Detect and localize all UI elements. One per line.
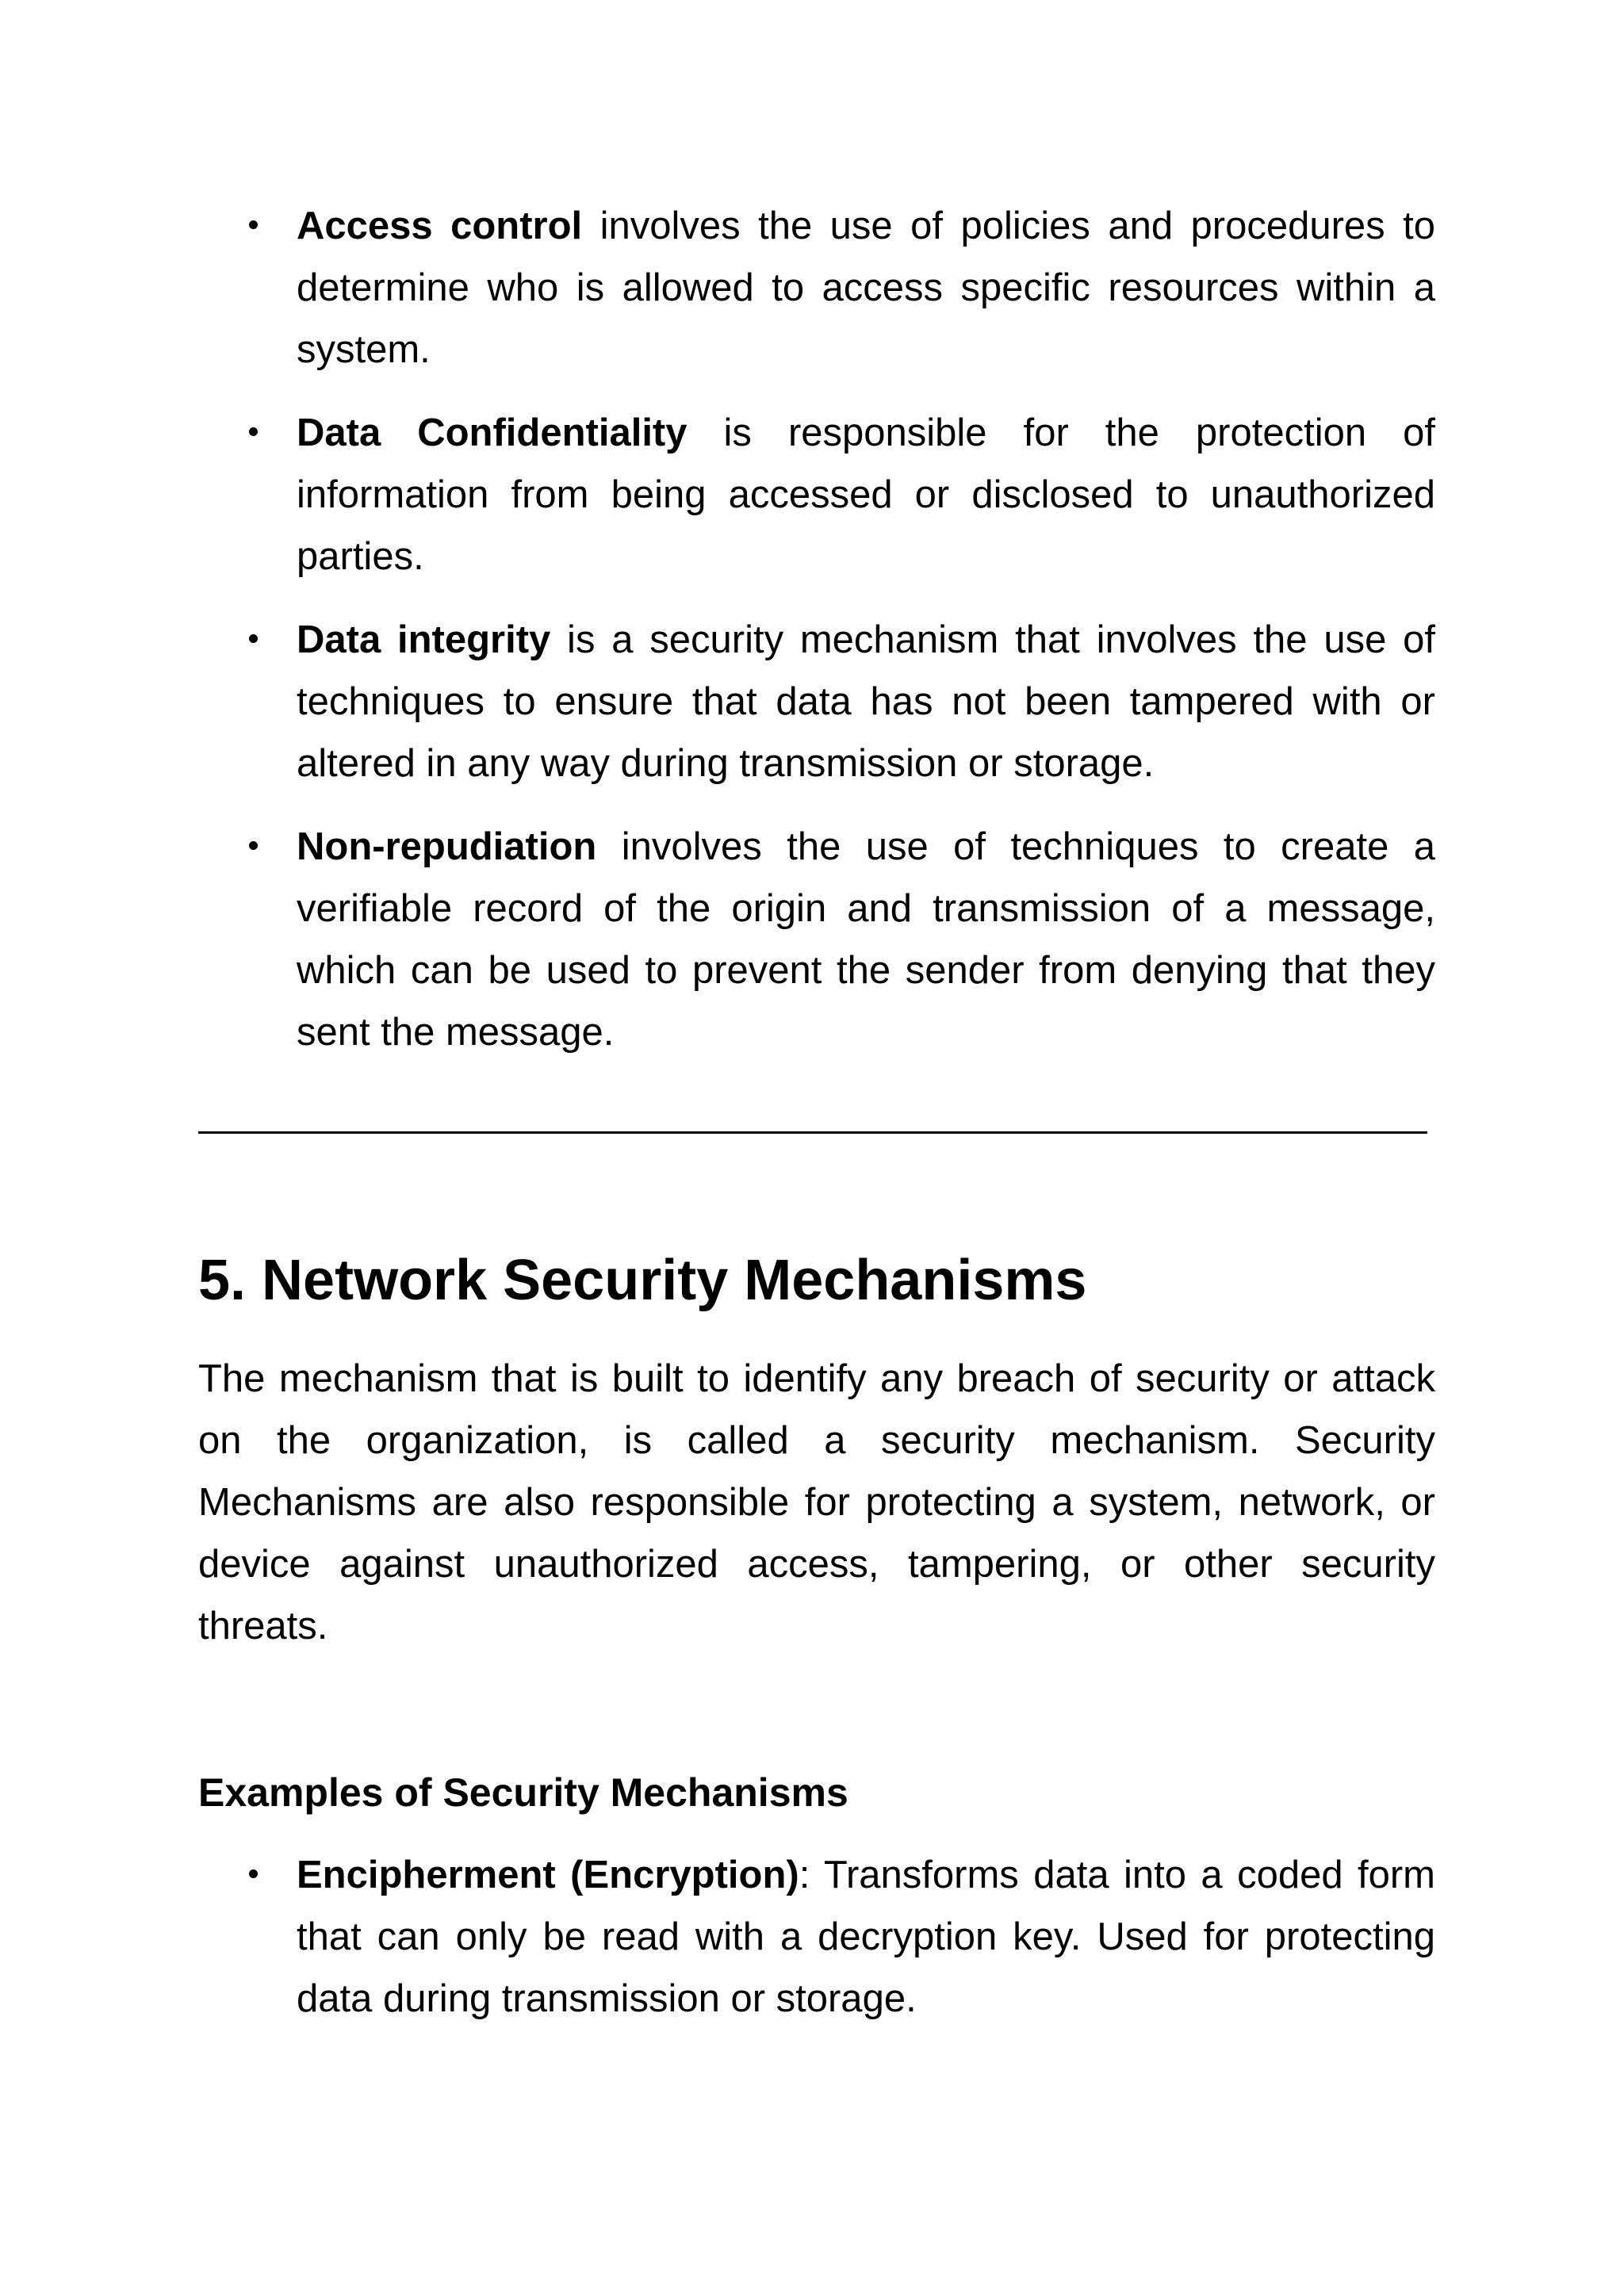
section-heading: 5. Network Security Mechanisms <box>198 1249 1087 1312</box>
bullet-icon <box>249 634 258 643</box>
examples-list <box>198 1844 1435 2030</box>
item-term: Access control <box>297 205 583 247</box>
section-paragraph: The mechanism that is built to identify any breach of security or attack on the organization, is called a security mechanism. Security Mechanisms are also responsible for protecting a system, network, or device against unauthorized access, tampering, or other security threats. <box>198 1357 1435 1647</box>
examples-subheading: Examples of Security Mechanisms <box>198 1770 848 1815</box>
item-text: is a security mechanism that involves the use of techniques to ensure that data has not been tampered with or altered in any way during transmission or storage. <box>297 618 1435 785</box>
list-item <box>198 195 1435 381</box>
list-item <box>198 609 1435 794</box>
item-term: Non-repudiation <box>297 825 597 868</box>
bullet-icon <box>249 220 258 229</box>
item-text: : Transforms data into a coded form that can only be read with a decryption key. Used for protecting data during transmission or storage. <box>297 1854 1435 2020</box>
bullet-icon <box>249 841 258 850</box>
list-item <box>198 816 1435 1063</box>
item-text: involves the use of policies and procedures to determine who is allowed to access specific resources within a system. <box>297 205 1435 371</box>
section-divider <box>198 1131 1427 1134</box>
item-text: involves the use of techniques to create a verifiable record of the origin and transmission of a message, which can be used to prevent the sender from denying that they sent the message. <box>297 825 1435 1054</box>
bullet-icon <box>249 1869 258 1878</box>
item-term: Encipherment (Encryption) <box>297 1854 799 1896</box>
list-item <box>198 1844 1435 2030</box>
item-text: is responsible for the protection of information from being accessed or disclosed to unauthorized parties. <box>297 411 1436 578</box>
list-item <box>198 402 1435 587</box>
bullet-icon <box>249 427 258 436</box>
item-term: Data Confidentiality <box>297 411 688 454</box>
item-term: Data integrity <box>297 618 551 661</box>
security-services-list <box>198 195 1435 1063</box>
